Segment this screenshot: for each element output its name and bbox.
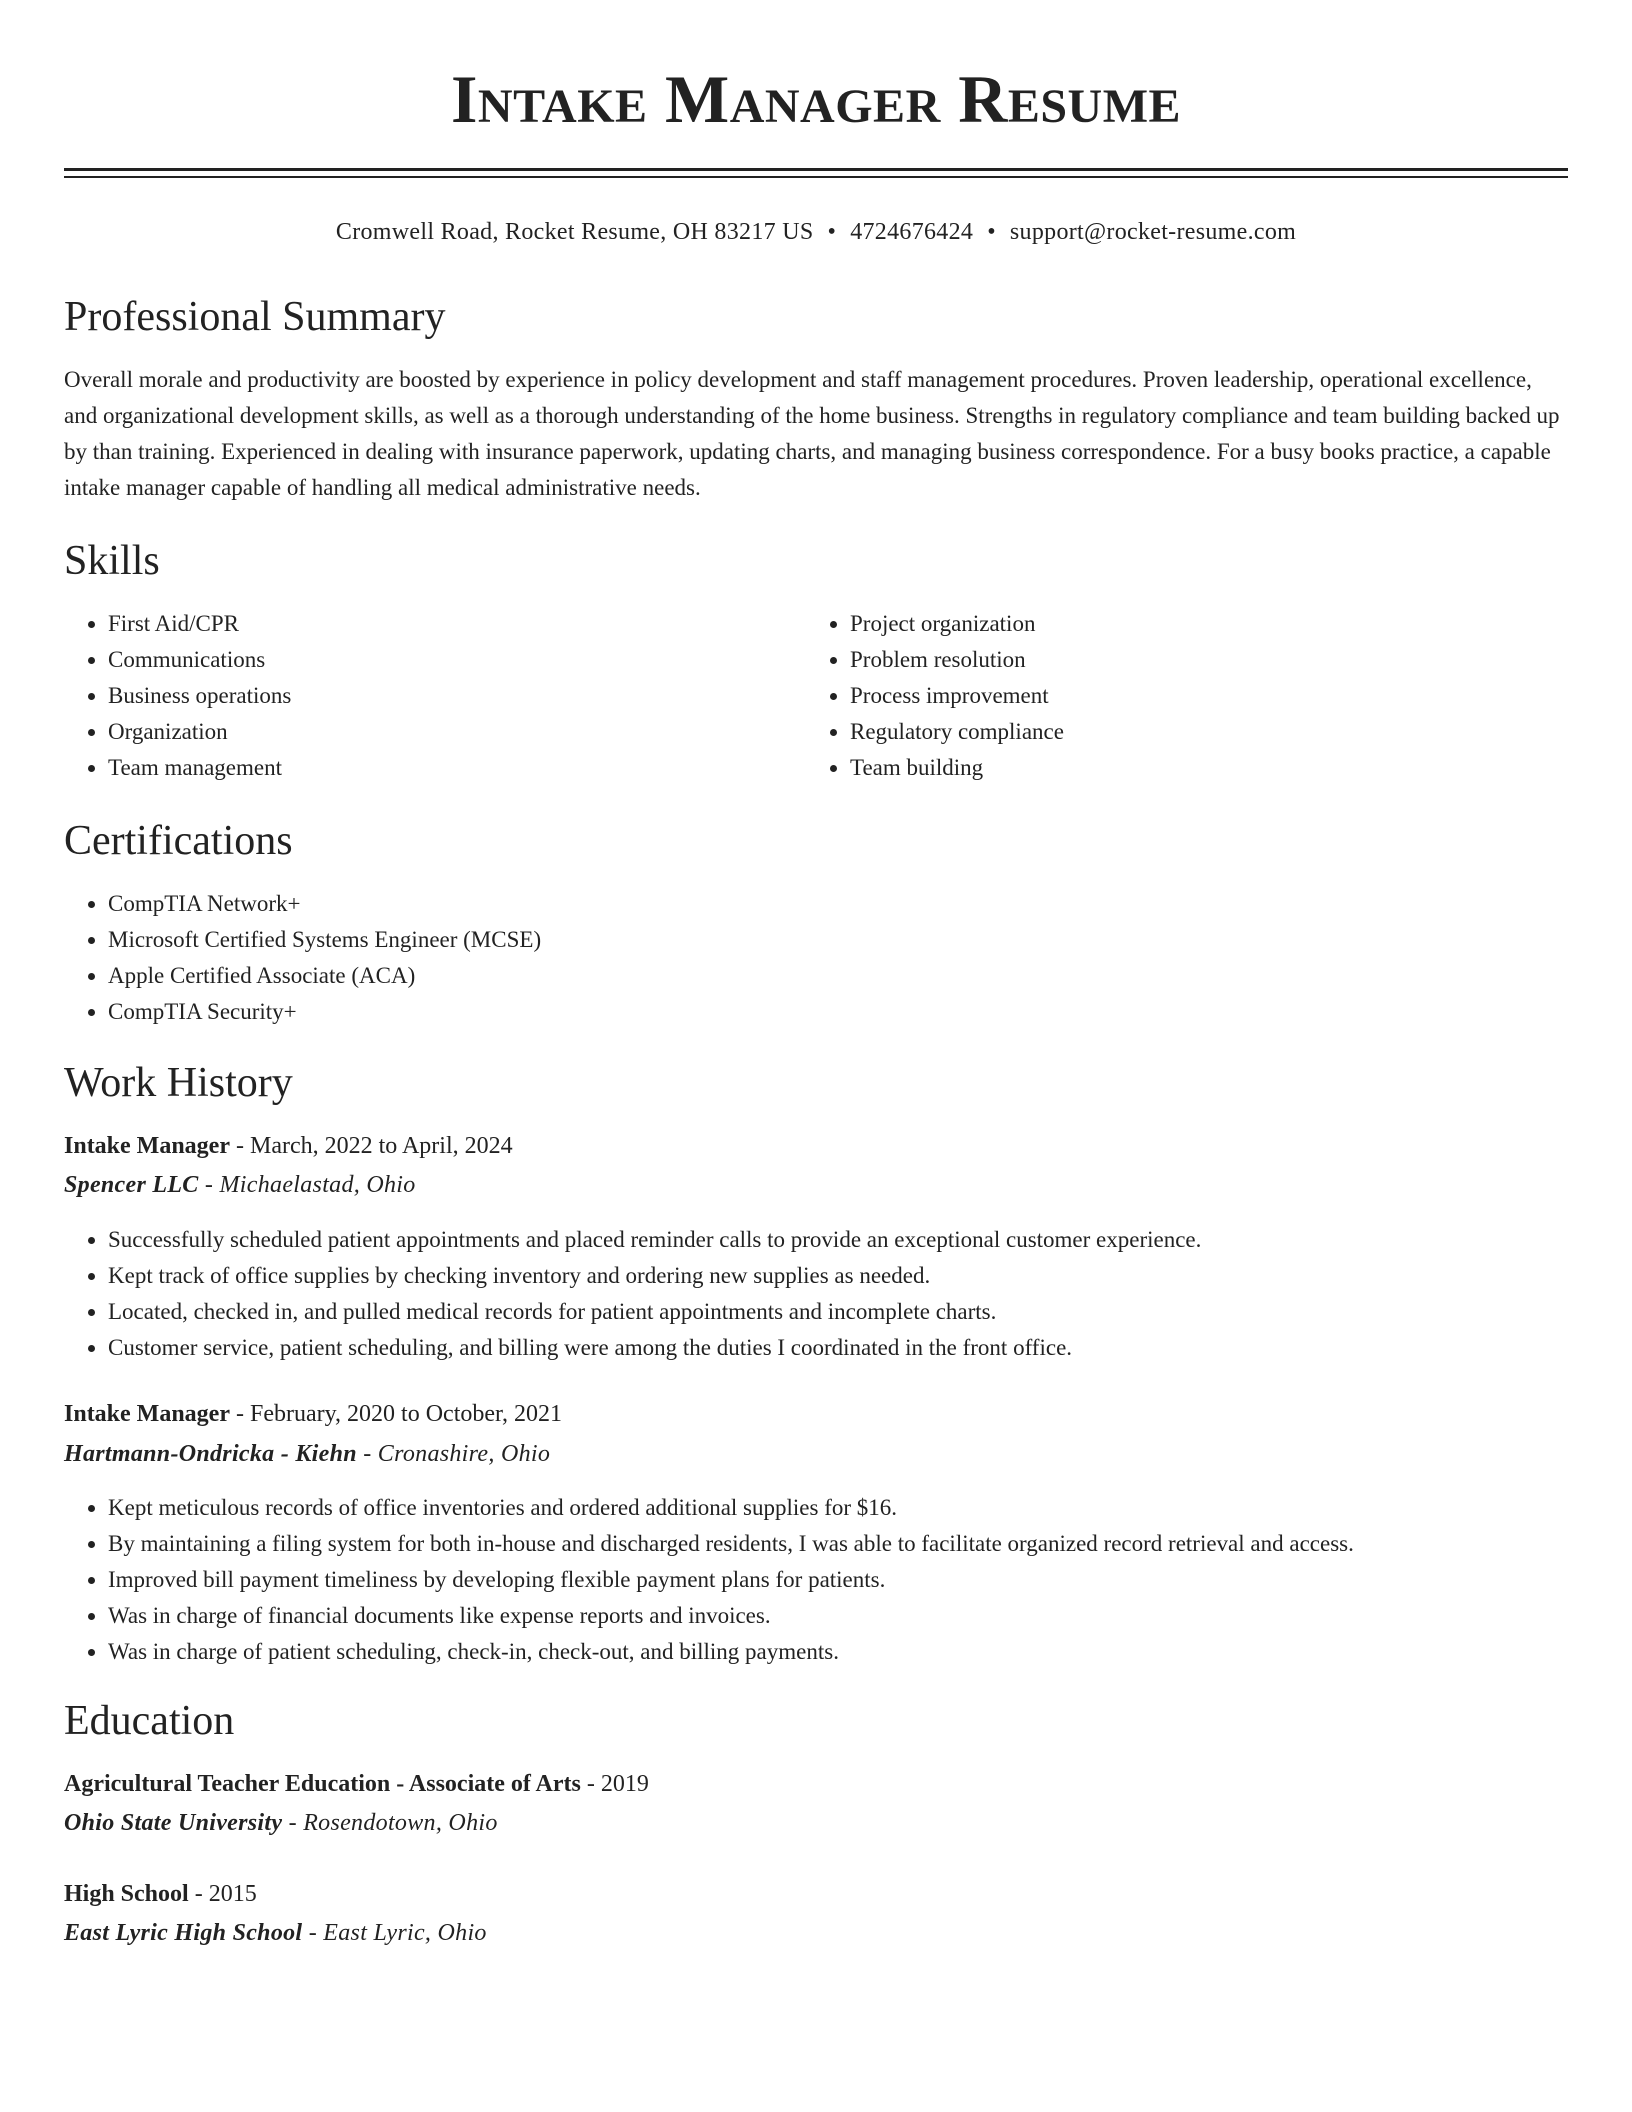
education-location: - Rosendotown, Ohio (282, 1810, 498, 1836)
job-company: Hartmann-Ondricka - Kiehn (64, 1441, 357, 1467)
job-bullet: • Located, checked in, and pulled medical records for patient appointments and incomplete charts. (108, 1294, 1568, 1330)
education-degree: Agricultural Teacher Education - Associate of Arts (64, 1771, 581, 1797)
job-title: Intake Manager (64, 1133, 230, 1159)
job-employer (64, 1166, 416, 1204)
work-history-heading: Work History (64, 1060, 293, 1106)
certification-item: • Apple Certified Associate (ACA) (108, 958, 1568, 994)
job-dates: - March, 2022 to April, 2024 (229, 1133, 513, 1159)
job-bullet: • Was in charge of financial documents like expense reports and invoices. (108, 1598, 1568, 1634)
education-school: East Lyric High School (64, 1920, 303, 1946)
job-location: - Cronashire, Ohio (356, 1441, 551, 1467)
job-header (64, 1396, 562, 1432)
title-divider-thick (64, 168, 1568, 171)
skill-item: • First Aid/CPR (108, 606, 808, 642)
contact-phone: 4724676424 (850, 219, 974, 245)
contact-address: Cromwell Road, Rocket Resume, OH 83217 US (335, 219, 814, 245)
job-bullet: • Successfully scheduled patient appointments and placed reminder calls to provide an exceptional customer experience. (108, 1222, 1568, 1258)
education-year: - 2015 (188, 1881, 257, 1907)
contact-email: support@rocket-resume.com (1009, 219, 1297, 245)
education-header (64, 1766, 649, 1802)
skill-item: • Project organization (850, 606, 1550, 642)
skill-item: • Process improvement (850, 678, 1550, 714)
skill-item: • Team building (850, 750, 1550, 786)
skill-item: • Team management (108, 750, 808, 786)
summary-heading: Professional Summary (64, 294, 446, 340)
job-location: - Michaelastad, Ohio (198, 1172, 416, 1198)
title-divider-thin (64, 176, 1568, 178)
education-year: - 2019 (580, 1771, 649, 1797)
certification-item: • CompTIA Network+ (108, 886, 1568, 922)
job-employer (64, 1435, 550, 1473)
education-school-line (64, 1804, 498, 1842)
resume-page (64, 0, 1568, 1946)
skills-list-left (64, 606, 808, 786)
certification-item: • Microsoft Certified Systems Engineer (MCSE) (108, 922, 1568, 958)
job-company: Spencer LLC (64, 1172, 199, 1198)
skill-item: • Regulatory compliance (850, 714, 1550, 750)
job-bullet: • Was in charge of patient scheduling, check-in, check-out, and billing payments. (108, 1634, 1568, 1670)
skills-list-right (806, 606, 1550, 786)
contact-separator: • (987, 219, 996, 245)
certifications-heading: Certifications (64, 818, 293, 864)
job-header (64, 1128, 513, 1164)
education-degree: High School (64, 1881, 189, 1907)
certification-item: • CompTIA Security+ (108, 994, 1568, 1030)
job-title: Intake Manager (64, 1401, 230, 1427)
education-header (64, 1876, 257, 1912)
education-location: - East Lyric, Ohio (302, 1920, 487, 1946)
contact-line (64, 212, 1568, 252)
contact-separator: • (827, 219, 837, 245)
education-school-line (64, 1914, 487, 1952)
skill-item: • Problem resolution (850, 642, 1550, 678)
job-bullet: • Improved bill payment timeliness by developing flexible payment plans for patients. (108, 1562, 1568, 1598)
skills-heading: Skills (64, 538, 160, 584)
skill-item: • Business operations (108, 678, 808, 714)
certifications-list (64, 886, 1568, 1030)
job-bullet: • Customer service, patient scheduling, and billing were among the duties I coordinated in the front office. (108, 1330, 1568, 1366)
job-bullet: • By maintaining a filing system for both in-house and discharged residents, I was able to facilitate organized record retrieval and access. (108, 1526, 1568, 1562)
resume-title: Intake Manager Resume (450, 61, 1182, 137)
job-bullet: • Kept meticulous records of office inventories and ordered additional supplies for $16. (108, 1490, 1568, 1526)
job-bullets (64, 1490, 1568, 1670)
skill-item: • Communications (108, 642, 808, 678)
skill-item: • Organization (108, 714, 808, 750)
job-dates: - February, 2020 to October, 2021 (229, 1401, 563, 1427)
education-school: Ohio State University (64, 1810, 283, 1836)
job-bullets (64, 1222, 1568, 1366)
job-bullet: • Kept track of office supplies by checking inventory and ordering new supplies as needed. (108, 1258, 1568, 1294)
summary-text: Overall morale and productivity are boosted by experience in policy development and staff management procedures. Proven leadership, operational excellence, and organizational development skills, as well as a thorough understanding of the home business. Strengths in regulatory compliance and team building backed up by than training. Experienced in dealing with insurance paperwork, updating charts, and managing business correspondence. For a busy books practice, a capable intake manager capable of handling all medical administrative needs. (64, 367, 1560, 500)
education-heading: Education (64, 1698, 235, 1744)
